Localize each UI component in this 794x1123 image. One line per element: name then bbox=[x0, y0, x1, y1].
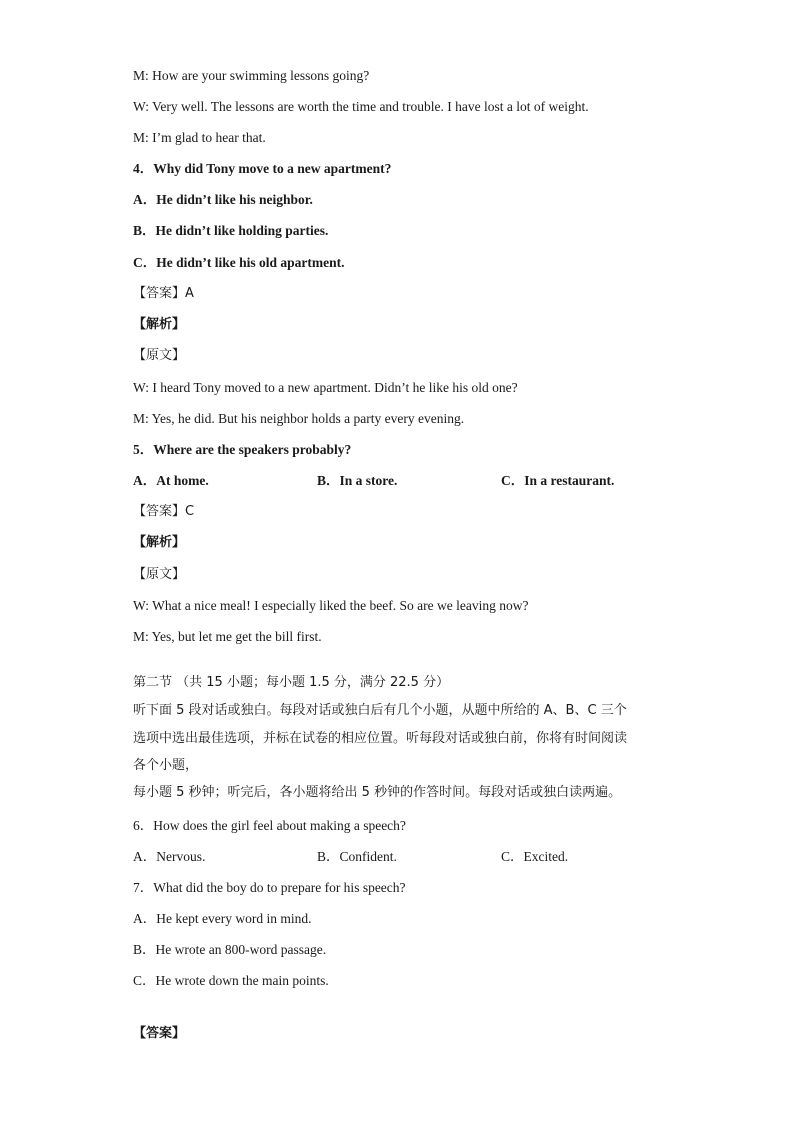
q5-option-c: C．In a restaurant. bbox=[501, 473, 615, 488]
answer-label: 【答案】C bbox=[133, 504, 195, 519]
q7-option-b: B．He wrote an 800-word passage. bbox=[133, 942, 327, 957]
instruction-line: 选项中选出最佳选项，并标在试卷的相应位置。听每段对话或独白前，你将有时间阅读 bbox=[133, 731, 628, 746]
answer-label: 【答案】A bbox=[133, 286, 194, 301]
answer-label: 【答案】 bbox=[133, 1026, 186, 1041]
instruction-line: 各个小题， bbox=[133, 758, 199, 773]
dialogue-line: M: Yes, he did. But his neighbor holds a party every evening. bbox=[133, 411, 465, 426]
instruction-line: 每小题 5 秒钟；听完后，各小题将给出 5 秒钟的作答时间。每段对话或独白读两遍。 bbox=[133, 785, 622, 800]
dialogue-line: W: Very well. The lessons are worth the time and trouble. I have lost a lot of weight. bbox=[133, 99, 589, 114]
q4-option-c: C．He didn’t like his old apartment. bbox=[133, 255, 345, 270]
transcript-label: 【原文】 bbox=[133, 567, 186, 582]
analysis-label: 【解析】 bbox=[133, 535, 186, 550]
question-4: 4．Why did Tony move to a new apartment? bbox=[133, 161, 392, 176]
q6-option-b: B．Confident. bbox=[317, 849, 397, 864]
question-6: 6．How does the girl feel about making a speech? bbox=[133, 818, 406, 833]
section-heading: 第二节 （共 15 小题；每小题 1.5 分，满分 22.5 分） bbox=[133, 675, 450, 690]
dialogue-line: M: How are your swimming lessons going? bbox=[133, 68, 370, 83]
dialogue-line: W: I heard Tony moved to a new apartment. Didn’t he like his old one? bbox=[133, 380, 518, 395]
dialogue-line: M: I’m glad to hear that. bbox=[133, 130, 266, 145]
q7-option-a: A．He kept every word in mind. bbox=[133, 911, 312, 926]
q6-option-a: A．Nervous. bbox=[133, 849, 206, 864]
q5-option-a: A．At home. bbox=[133, 473, 209, 488]
analysis-label: 【解析】 bbox=[133, 317, 186, 332]
dialogue-line: M: Yes, but let me get the bill first. bbox=[133, 629, 322, 644]
q4-option-b: B．He didn’t like holding parties. bbox=[133, 223, 329, 238]
question-7: 7．What did the boy do to prepare for his speech? bbox=[133, 880, 406, 895]
question-5: 5．Where are the speakers probably? bbox=[133, 442, 352, 457]
instruction-line: 听下面 5 段对话或独白。每段对话或独白后有几个小题，从题中所给的 A、B、C 三个 bbox=[133, 703, 627, 718]
q7-option-c: C．He wrote down the main points. bbox=[133, 973, 329, 988]
q5-option-b: B．In a store. bbox=[317, 473, 398, 488]
q6-option-c: C．Excited. bbox=[501, 849, 569, 864]
dialogue-line: W: What a nice meal! I especially liked the beef. So are we leaving now? bbox=[133, 598, 529, 613]
q4-option-a: A．He didn’t like his neighbor. bbox=[133, 192, 313, 207]
transcript-label: 【原文】 bbox=[133, 348, 186, 363]
